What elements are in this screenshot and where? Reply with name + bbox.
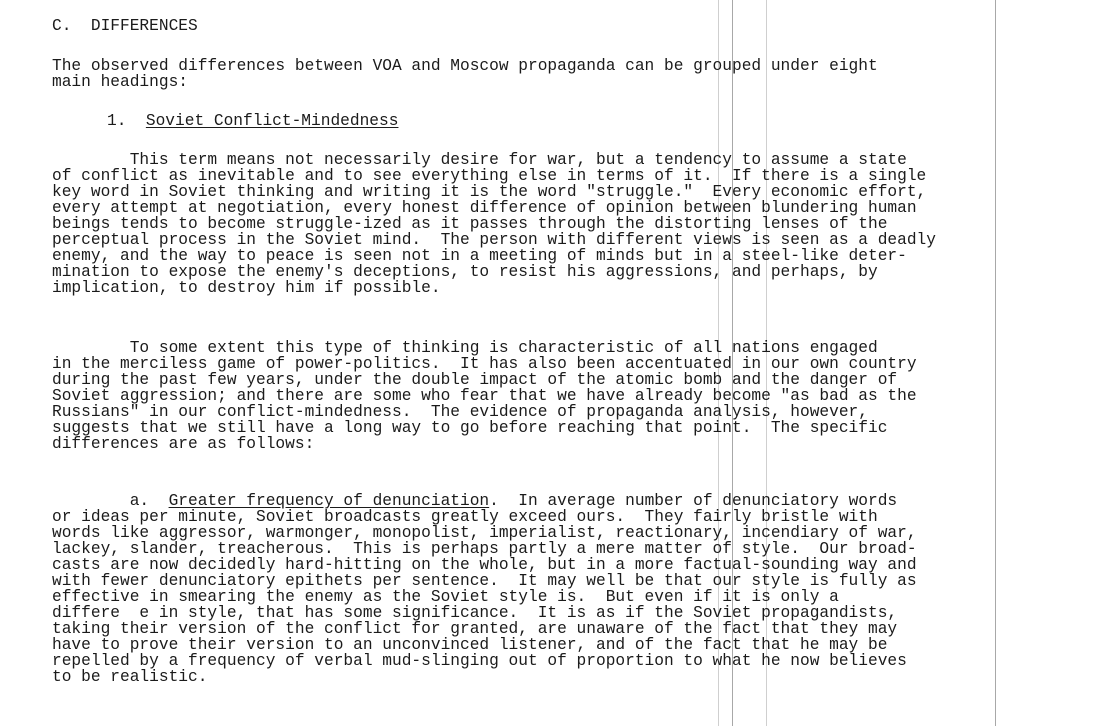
intro-line: main headings:: [52, 73, 188, 91]
paragraph-line: beings tends to become struggle-ized as it passes through the distorting lenses of the: [52, 215, 888, 233]
item-1-heading: [107, 113, 398, 129]
paragraph-line: lackey, slander, treacherous. This is perhaps partly a mere matter of style. Our broad-: [52, 540, 917, 558]
paragraph-line: differe e in style, that has some significance. It is as if the Soviet propagandists,: [52, 604, 898, 622]
paragraph-line: This term means not necessarily desire for war, but a tendency to assume a state: [52, 151, 907, 169]
scan-line: [995, 0, 996, 726]
paragraph-line: key word in Soviet thinking and writing it is the word "struggle." Every economic effort,: [52, 183, 927, 201]
paragraph-line: every attempt at negotiation, every honest difference of opinion between blundering human: [52, 199, 917, 217]
item-a-first-line: [52, 493, 897, 509]
paragraph-line: casts are now decidedly hard-hitting on the whole, but in a more factual-sounding way and: [52, 556, 917, 574]
paragraph-line: or ideas per minute, Soviet broadcasts greatly exceed ours. They fairly bristle with: [52, 508, 878, 526]
item-1-title: Soviet Conflict-Mindedness: [145, 112, 399, 130]
paragraph-line: to be realistic.: [52, 668, 208, 686]
paragraph-line: in the merciless game of power-politics. It has also been accentuated in our own country: [52, 355, 917, 373]
paragraph-line: mination to expose the enemy's deceptions, to resist his aggressions, and perhaps, by: [52, 263, 878, 281]
intro-line: The observed differences between VOA and Moscow propaganda can be grouped under eight: [52, 57, 878, 75]
paragraph-line: To some extent this type of thinking is characteristic of all nations engaged: [52, 339, 878, 357]
paragraph-line: during the past few years, under the double impact of the atomic bomb and the danger of: [52, 371, 898, 389]
paragraph-line: enemy, and the way to peace is seen not in a meeting of minds but in a steel-like deter-: [52, 247, 907, 265]
paragraph-line: taking their version of the conflict for granted, are unaware of the fact that they may: [52, 620, 898, 638]
item-a-title: Greater frequency of denunciation: [168, 492, 490, 510]
item-a-prefix: a.: [52, 492, 169, 510]
paragraph-line: of conflict as inevitable and to see everything else in terms of it. If there is a single: [52, 167, 927, 185]
item-1-number: 1.: [107, 112, 127, 130]
paragraph-line: words like aggressor, warmonger, monopolist, imperialist, reactionary, incendiary of war,: [52, 524, 917, 542]
paragraph-line: repelled by a frequency of verbal mud-slinging out of proportion to what he now believes: [52, 652, 907, 670]
paragraph-line: have to prove their version to an unconvinced listener, and of the fact that he may be: [52, 636, 888, 654]
paragraph-line: differences are as follows:: [52, 435, 315, 453]
section-heading: C. DIFFERENCES: [52, 17, 198, 35]
paragraph-line: Soviet aggression; and there are some who fear that we have already become "as bad as the: [52, 387, 917, 405]
paragraph-line: Russians" in our conflict-mindedness. The evidence of propaganda analysis, however,: [52, 403, 868, 421]
paragraph-line: with fewer denunciatory epithets per sentence. It may well be that our style is fully as: [52, 572, 917, 590]
paragraph-line: suggests that we still have a long way to go before reaching that point. The specific: [52, 419, 888, 437]
item-a-first-line-text: . In average number of denunciatory words: [489, 492, 898, 510]
paragraph-line: perceptual process in the Soviet mind. The person with different views is seen as a deadly: [52, 231, 936, 249]
paragraph-line: effective in smearing the enemy as the Soviet style is. But even if it is only a: [52, 588, 839, 606]
paragraph-line: implication, to destroy him if possible.: [52, 279, 441, 297]
